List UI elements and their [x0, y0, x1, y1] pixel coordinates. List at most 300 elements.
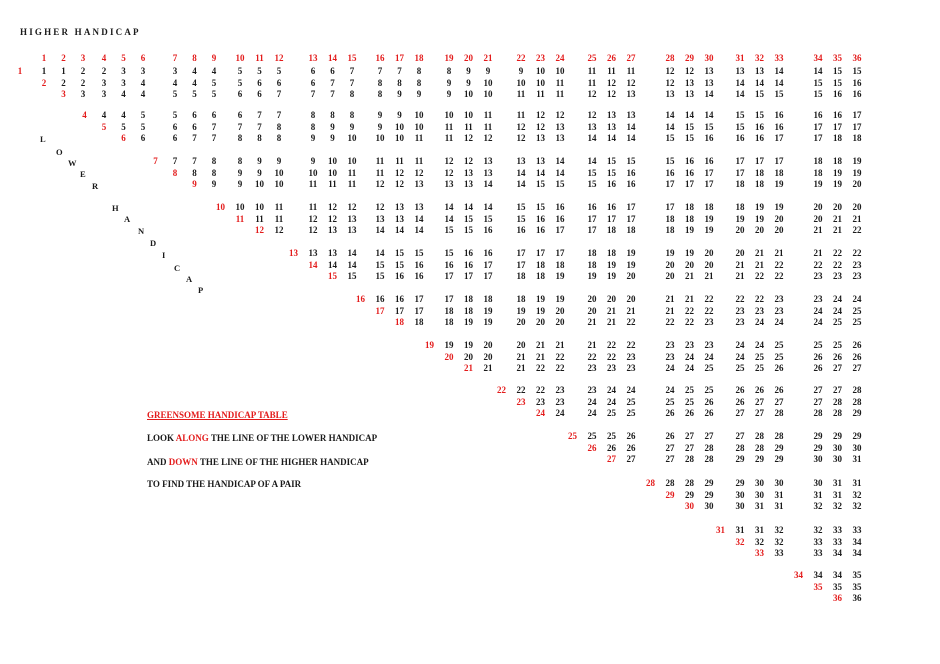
handicap-cell: 31: [852, 478, 862, 488]
handicap-cell: 9: [377, 110, 383, 120]
higher-handicap-36: 36: [852, 53, 862, 63]
handicap-cell: 5: [211, 77, 217, 88]
handicap-cell: 31: [813, 489, 823, 500]
lower-handicap-34: 34: [794, 570, 803, 580]
handicap-cell: 29: [774, 442, 784, 453]
handicap-cell: 24: [735, 351, 745, 362]
handicap-cell: 10: [483, 77, 493, 88]
handicap-cell: 17: [587, 225, 597, 235]
handicap-cell: 13: [536, 133, 545, 143]
handicap-cell: 25: [626, 408, 636, 418]
handicap-cell: 18: [555, 259, 565, 270]
handicap-cell: 23: [555, 385, 565, 395]
handicap-cell: 25: [774, 340, 784, 350]
handicap-cell: 15: [774, 89, 784, 99]
handicap-cell: 33: [774, 548, 784, 558]
handicap-cell: 22: [755, 271, 764, 281]
handicap-cell: 13: [685, 89, 694, 99]
handicap-cell: 19: [833, 179, 842, 189]
handicap-cell: 28: [685, 454, 694, 464]
handicap-cell: 20: [685, 259, 694, 270]
handicap-cell: 18: [483, 294, 493, 304]
handicap-cell: 15: [587, 179, 597, 189]
handicap-cell: 11: [274, 213, 284, 224]
handicap-cell: 11: [555, 89, 565, 99]
handicap-cell: 20: [464, 351, 473, 362]
handicap-cell: 14: [555, 167, 565, 178]
handicap-cell: 16: [852, 77, 862, 88]
higher-handicap-4: 4: [101, 53, 107, 63]
lower-handicap-11: 11: [235, 213, 245, 224]
handicap-cell: 6: [140, 133, 146, 143]
handicap-cell: 20: [774, 213, 784, 224]
handicap-cell: 15: [536, 179, 545, 189]
handicap-cell: 10: [414, 121, 424, 132]
handicap-cell: 17: [852, 110, 862, 120]
lower-handicap-label-letter: O: [56, 147, 63, 157]
handicap-cell: 27: [833, 363, 842, 373]
handicap-cell: 9: [377, 121, 383, 132]
handicap-cell: 15: [685, 133, 694, 143]
handicap-cell: 7: [211, 133, 217, 143]
handicap-cell: 9: [257, 167, 262, 178]
handicap-cell: 12: [536, 110, 545, 120]
handicap-cell: 17: [444, 294, 454, 304]
handicap-cell: 31: [774, 501, 784, 511]
handicap-cell: 31: [774, 489, 784, 500]
handicap-cell: 9: [446, 77, 452, 88]
handicap-cell: 30: [813, 454, 823, 464]
handicap-cell: 9: [446, 89, 452, 99]
handicap-cell: 17: [555, 248, 565, 258]
handicap-cell: 24: [813, 305, 823, 316]
handicap-cell: 19: [852, 156, 862, 166]
handicap-cell: 15: [587, 167, 597, 178]
handicap-cell: 15: [464, 225, 473, 235]
handicap-cell: 15: [464, 213, 473, 224]
handicap-cell: 14: [483, 179, 493, 189]
handicap-cell: 19: [704, 225, 714, 235]
handicap-cell: 34: [813, 570, 823, 580]
handicap-cell: 17: [704, 167, 714, 178]
handicap-cell: 30: [833, 454, 842, 464]
handicap-cell: 29: [735, 454, 745, 464]
handicap-cell: 5: [121, 121, 126, 132]
handicap-cell: 24: [704, 351, 714, 362]
handicap-cell: 12: [395, 167, 404, 178]
handicap-cell: 8: [397, 77, 402, 88]
handicap-cell: 7: [330, 77, 335, 88]
handicap-cell: 10: [255, 202, 264, 212]
handicap-cell: 16: [375, 294, 385, 304]
lower-handicap-20: 20: [444, 351, 454, 362]
handicap-cell: 16: [685, 156, 694, 166]
lower-handicap-10: 10: [216, 202, 225, 212]
handicap-cell: 25: [665, 396, 675, 407]
handicap-cell: 14: [536, 167, 545, 178]
handicap-cell: 13: [755, 66, 764, 76]
handicap-cell: 6: [172, 133, 178, 143]
handicap-cell: 30: [813, 478, 823, 488]
handicap-cell: 12: [516, 133, 526, 143]
handicap-cell: 12: [375, 202, 385, 212]
handicap-cell: 21: [626, 305, 636, 316]
handicap-cell: 22: [536, 385, 545, 395]
handicap-cell: 22: [665, 317, 675, 327]
handicap-cell: 17: [665, 202, 675, 212]
handicap-cell: 28: [852, 396, 862, 407]
handicap-cell: 2: [80, 77, 86, 88]
handicap-cell: 16: [555, 202, 565, 212]
handicap-cell: 19: [464, 340, 473, 350]
handicap-cell: 22: [833, 259, 842, 270]
higher-handicap-13: 13: [308, 53, 318, 63]
handicap-cell: 26: [735, 385, 745, 395]
handicap-cell: 15: [555, 179, 565, 189]
handicap-cell: 24: [755, 317, 764, 327]
handicap-cell: 20: [813, 213, 823, 224]
handicap-cell: 24: [665, 385, 675, 395]
handicap-cell: 12: [328, 213, 337, 224]
handicap-cell: 26: [833, 351, 842, 362]
handicap-cell: 12: [274, 225, 284, 235]
handicap-cell: 16: [516, 225, 526, 235]
handicap-cell: 9: [330, 133, 335, 143]
handicap-cell: 14: [607, 133, 616, 143]
higher-handicap-16: 16: [375, 53, 385, 63]
handicap-cell: 7: [257, 110, 262, 120]
handicap-cell: 6: [237, 110, 243, 120]
handicap-cell: 11: [516, 110, 526, 120]
handicap-cell: 25: [704, 385, 714, 395]
handicap-cell: 27: [852, 363, 862, 373]
handicap-cell: 26: [704, 408, 714, 418]
handicap-cell: 16: [735, 133, 745, 143]
handicap-cell: 22: [755, 294, 764, 304]
handicap-cell: 19: [483, 317, 493, 327]
lower-handicap-label-letter: I: [162, 250, 166, 260]
handicap-cell: 24: [607, 385, 616, 395]
lower-handicap-label-letter: H: [112, 203, 119, 213]
handicap-cell: 35: [852, 570, 862, 580]
handicap-cell: 12: [375, 179, 385, 189]
handicap-cell: 8: [377, 89, 383, 99]
handicap-cell: 15: [444, 225, 454, 235]
handicap-cell: 24: [607, 396, 616, 407]
handicap-cell: 29: [704, 489, 714, 500]
handicap-cell: 16: [755, 133, 764, 143]
handicap-cell: 29: [735, 478, 745, 488]
lower-handicap-8: 8: [172, 167, 178, 178]
handicap-cell: 9: [518, 66, 524, 76]
handicap-cell: 7: [257, 121, 262, 132]
higher-handicap-24: 24: [555, 53, 565, 63]
handicap-cell: 22: [685, 305, 694, 316]
higher-handicap-31: 31: [735, 53, 745, 63]
handicap-cell: 16: [665, 167, 675, 178]
handicap-cell: 12: [328, 202, 337, 212]
handicap-cell: 15: [685, 121, 694, 132]
handicap-cell: 21: [755, 259, 764, 270]
handicap-cell: 19: [704, 213, 714, 224]
handicap-cell: 9: [276, 156, 282, 166]
handicap-cell: 24: [555, 408, 565, 418]
handicap-cell: 8: [416, 77, 422, 88]
handicap-cell: 20: [483, 351, 493, 362]
handicap-cell: 23: [685, 340, 694, 350]
handicap-cell: 16: [587, 202, 597, 212]
handicap-cell: 6: [257, 77, 262, 88]
handicap-cell: 13: [395, 202, 404, 212]
handicap-cell: 17: [536, 248, 545, 258]
handicap-cell: 5: [276, 66, 282, 76]
handicap-cell: 33: [852, 525, 862, 535]
handicap-cell: 26: [755, 385, 764, 395]
instruction-line-2: [147, 457, 369, 468]
handicap-cell: 20: [813, 202, 823, 212]
instruction-2-pre: AND: [147, 457, 169, 467]
handicap-cell: 13: [735, 66, 745, 76]
handicap-cell: 32: [852, 489, 862, 500]
handicap-cell: 22: [833, 248, 842, 258]
handicap-cell: 10: [375, 133, 385, 143]
handicap-cell: 9: [397, 110, 402, 120]
handicap-cell: 19: [755, 202, 764, 212]
handicap-cell: 20: [555, 317, 565, 327]
handicap-cell: 28: [852, 385, 862, 395]
handicap-cell: 5: [140, 121, 146, 132]
lower-handicap-27: 27: [607, 454, 616, 464]
handicap-cell: 10: [328, 167, 337, 178]
handicap-cell: 24: [735, 340, 745, 350]
handicap-cell: 6: [192, 121, 197, 132]
lower-handicap-25: 25: [568, 431, 577, 441]
handicap-cell: 20: [704, 259, 714, 270]
handicap-cell: 17: [833, 121, 842, 132]
handicap-cell: 13: [464, 179, 473, 189]
handicap-cell: 21: [516, 363, 526, 373]
handicap-cell: 17: [852, 121, 862, 132]
lower-handicap-15: 15: [328, 271, 337, 281]
handicap-cell: 13: [704, 77, 714, 88]
handicap-cell: 13: [685, 77, 694, 88]
handicap-cell: 10: [555, 66, 565, 76]
handicap-cell: 31: [852, 454, 862, 464]
handicap-cell: 22: [607, 340, 616, 350]
handicap-cell: 14: [347, 248, 357, 258]
handicap-cell: 6: [310, 77, 316, 88]
handicap-cell: 10: [536, 66, 545, 76]
handicap-cell: 19: [774, 202, 784, 212]
handicap-cell: 29: [852, 431, 862, 441]
handicap-cell: 19: [755, 213, 764, 224]
handicap-cell: 26: [626, 442, 636, 453]
handicap-cell: 13: [308, 248, 318, 258]
higher-handicap-9: 9: [211, 53, 217, 63]
handicap-cell: 16: [813, 110, 823, 120]
handicap-cell: 7: [192, 156, 197, 166]
handicap-cell: 21: [735, 271, 745, 281]
handicap-cell: 23: [587, 385, 597, 395]
handicap-cell: 14: [347, 259, 357, 270]
handicap-cell: 27: [665, 454, 675, 464]
higher-handicap-3: 3: [80, 53, 86, 63]
handicap-cell: 2: [61, 77, 66, 88]
handicap-cell: 20: [536, 317, 545, 327]
handicap-cell: 11: [536, 89, 545, 99]
handicap-cell: 16: [607, 202, 616, 212]
handicap-cell: 15: [755, 89, 764, 99]
handicap-cell: 10: [347, 156, 357, 166]
handicap-cell: 29: [813, 442, 823, 453]
handicap-cell: 11: [626, 66, 636, 76]
handicap-cell: 7: [377, 66, 383, 76]
handicap-cell: 29: [852, 408, 862, 418]
handicap-cell: 3: [101, 77, 107, 88]
higher-handicap-10: 10: [235, 53, 245, 63]
higher-handicap-7: 7: [172, 53, 178, 63]
handicap-cell: 26: [704, 396, 714, 407]
handicap-cell: 16: [833, 89, 842, 99]
higher-handicap-6: 6: [140, 53, 146, 63]
lower-handicap-5: 5: [101, 121, 107, 132]
handicap-cell: 26: [735, 396, 745, 407]
handicap-cell: 14: [444, 213, 454, 224]
handicap-cell: 4: [140, 77, 146, 88]
handicap-cell: 15: [536, 202, 545, 212]
handicap-cell: 19: [735, 213, 745, 224]
handicap-cell: 13: [704, 66, 714, 76]
higher-handicap-25: 25: [587, 53, 597, 63]
handicap-cell: 12: [607, 89, 616, 99]
handicap-cell: 28: [833, 396, 842, 407]
handicap-cell: 18: [626, 225, 636, 235]
handicap-cell: 18: [833, 156, 842, 166]
handicap-cell: 16: [483, 225, 493, 235]
handicap-cell: 23: [813, 271, 823, 281]
lower-handicap-4: 4: [82, 110, 87, 120]
handicap-cell: 12: [464, 133, 473, 143]
handicap-cell: 3: [121, 66, 126, 76]
handicap-cell: 21: [587, 340, 597, 350]
lower-handicap-label-letter: D: [150, 238, 157, 248]
handicap-cell: 25: [607, 431, 616, 441]
handicap-cell: 25: [833, 340, 842, 350]
handicap-cell: 21: [852, 213, 862, 224]
handicap-cell: 22: [555, 363, 565, 373]
handicap-cell: 15: [735, 110, 745, 120]
handicap-cell: 29: [704, 478, 714, 488]
handicap-cell: 24: [685, 363, 694, 373]
handicap-cell: 8: [349, 110, 355, 120]
handicap-cell: 13: [555, 133, 565, 143]
handicap-cell: 23: [626, 351, 636, 362]
handicap-cell: 20: [626, 294, 636, 304]
handicap-cell: 23: [735, 317, 745, 327]
handicap-cell: 5: [237, 77, 243, 88]
handicap-cell: 3: [121, 77, 126, 88]
lower-handicap-17: 17: [375, 305, 385, 316]
handicap-cell: 25: [685, 385, 694, 395]
handicap-cell: 20: [665, 259, 675, 270]
handicap-cell: 8: [211, 167, 217, 178]
handicap-cell: 18: [587, 259, 597, 270]
handicap-cell: 15: [813, 77, 823, 88]
handicap-cell: 27: [626, 454, 636, 464]
handicap-cell: 21: [665, 294, 675, 304]
handicap-cell: 9: [416, 89, 422, 99]
handicap-cell: 15: [626, 156, 636, 166]
handicap-cell: 16: [483, 248, 493, 258]
handicap-cell: 23: [536, 396, 545, 407]
handicap-cell: 17: [483, 271, 493, 281]
handicap-cell: 7: [237, 121, 243, 132]
handicap-cell: 11: [464, 121, 473, 132]
handicap-cell: 26: [852, 351, 862, 362]
handicap-cell: 23: [735, 305, 745, 316]
handicap-cell: 8: [257, 133, 262, 143]
handicap-cell: 24: [833, 294, 842, 304]
handicap-cell: 15: [607, 156, 616, 166]
handicap-cell: 12: [665, 77, 675, 88]
handicap-cell: 22: [852, 225, 862, 235]
handicap-cell: 17: [464, 271, 473, 281]
handicap-cell: 3: [172, 66, 178, 76]
handicap-cell: 28: [685, 478, 694, 488]
handicap-cell: 16: [774, 121, 784, 132]
lower-handicap-label-letter: C: [174, 263, 181, 273]
handicap-cell: 22: [704, 294, 714, 304]
handicap-cell: 19: [536, 294, 545, 304]
higher-handicap-8: 8: [192, 53, 197, 63]
handicap-cell: 8: [349, 89, 355, 99]
handicap-cell: 10: [255, 179, 264, 189]
lower-handicap-28: 28: [646, 478, 655, 488]
handicap-cell: 15: [755, 110, 764, 120]
handicap-cell: 4: [192, 77, 197, 88]
handicap-cell: 7: [276, 89, 282, 99]
handicap-cell: 21: [607, 305, 616, 316]
lower-handicap-16: 16: [356, 294, 365, 304]
handicap-cell: 13: [555, 121, 565, 132]
handicap-cell: 16: [414, 259, 424, 270]
handicap-cell: 8: [446, 66, 452, 76]
handicap-cell: 12: [516, 121, 526, 132]
higher-handicap-14: 14: [328, 53, 337, 63]
handicap-cell: 24: [852, 294, 862, 304]
handicap-cell: 7: [349, 77, 355, 88]
handicap-cell: 20: [665, 271, 675, 281]
handicap-cell: 15: [516, 202, 526, 212]
higher-handicap-33: 33: [774, 53, 784, 63]
handicap-cell: 17: [444, 271, 454, 281]
handicap-cell: 19: [607, 259, 616, 270]
handicap-cell: 14: [587, 156, 597, 166]
handicap-cell: 19: [665, 248, 675, 258]
handicap-cell: 7: [330, 89, 335, 99]
handicap-cell: 19: [464, 317, 473, 327]
handicap-cell: 18: [685, 202, 694, 212]
handicap-cell: 30: [755, 478, 764, 488]
handicap-cell: 20: [626, 271, 636, 281]
handicap-cell: 25: [833, 317, 842, 327]
handicap-cell: 18: [536, 259, 545, 270]
handicap-cell: 23: [587, 363, 597, 373]
handicap-cell: 11: [347, 179, 357, 189]
handicap-cell: 21: [536, 351, 545, 362]
handicap-cell: 18: [665, 213, 675, 224]
handicap-cell: 19: [813, 179, 823, 189]
